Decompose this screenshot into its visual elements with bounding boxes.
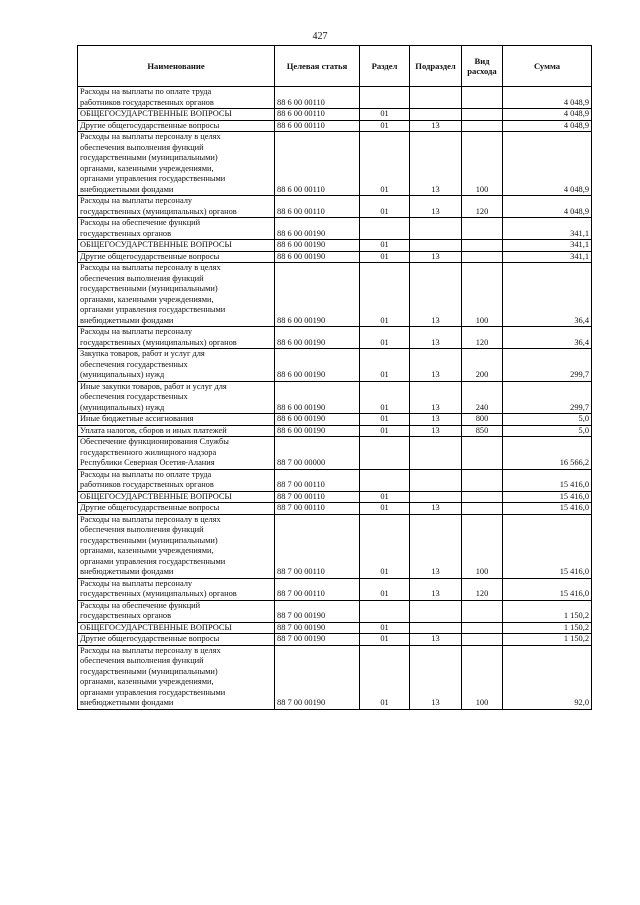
row-subsection-cell: 13 (410, 196, 462, 218)
row-name-cell: Другие общегосударственные вопросы (78, 251, 275, 263)
header-subsection: Подраздел (410, 46, 462, 87)
row-name-cell: ОБЩЕГОСУДАРСТВЕННЫЕ ВОПРОСЫ (78, 109, 275, 121)
row-amount-cell: 1 150,2 (503, 622, 592, 634)
table-row (78, 240, 592, 252)
row-subsection-cell: 13 (410, 263, 462, 327)
table-row (78, 109, 592, 121)
row-section-cell: 01 (360, 263, 410, 327)
row-target-article-cell: 88 6 00 00110 (275, 132, 360, 196)
budget-table (77, 45, 592, 710)
row-expense-type-cell: 100 (462, 263, 503, 327)
row-section-cell (360, 600, 410, 622)
row-expense-type-cell (462, 120, 503, 132)
row-target-article-cell: 88 6 00 00190 (275, 349, 360, 382)
row-expense-type-cell (462, 251, 503, 263)
row-name-cell: Расходы на выплаты по оплате труда работников государственных органов (78, 87, 275, 109)
row-expense-type-cell (462, 218, 503, 240)
row-name-cell: Другие общегосударственные вопросы (78, 634, 275, 646)
table-body (78, 87, 592, 710)
table-row (78, 263, 592, 327)
row-name-cell: Расходы на обеспечение функций государственных органов (78, 600, 275, 622)
row-subsection-cell: 13 (410, 132, 462, 196)
row-amount-cell: 36,4 (503, 327, 592, 349)
row-expense-type-cell: 120 (462, 578, 503, 600)
row-amount-cell: 15 416,0 (503, 578, 592, 600)
row-section-cell: 01 (360, 109, 410, 121)
row-amount-cell: 36,4 (503, 263, 592, 327)
row-target-article-cell: 88 6 00 00110 (275, 109, 360, 121)
row-expense-type-cell: 850 (462, 425, 503, 437)
header-amount: Сумма (503, 46, 592, 87)
row-name-cell: Расходы на обеспечение функций государственных органов (78, 218, 275, 240)
row-name-cell: Расходы на выплаты персоналу в целях обеспечения выполнения функций государственными (муниципальными) органами, казенными учреждениями, органами управления государственными внебюджетными фондами (78, 263, 275, 327)
row-name-cell: Расходы на выплаты персоналу государственных (муниципальных) органов (78, 327, 275, 349)
row-amount-cell: 5,0 (503, 425, 592, 437)
header-target-article: Целевая статья (275, 46, 360, 87)
row-target-article-cell: 88 6 00 00110 (275, 120, 360, 132)
table-row (78, 251, 592, 263)
table-header-row (78, 46, 592, 87)
row-subsection-cell (410, 600, 462, 622)
row-name-cell: Расходы на выплаты персоналу государственных (муниципальных) органов (78, 578, 275, 600)
row-expense-type-cell: 100 (462, 132, 503, 196)
table-row (78, 196, 592, 218)
row-target-article-cell: 88 7 00 00110 (275, 469, 360, 491)
table-row (78, 514, 592, 578)
row-target-article-cell: 88 6 00 00190 (275, 414, 360, 426)
row-subsection-cell (410, 87, 462, 109)
row-subsection-cell: 13 (410, 381, 462, 414)
row-amount-cell: 1 150,2 (503, 600, 592, 622)
row-amount-cell: 16 566,2 (503, 437, 592, 470)
row-section-cell: 01 (360, 327, 410, 349)
table-row (78, 349, 592, 382)
row-subsection-cell (410, 218, 462, 240)
table-row (78, 645, 592, 709)
row-subsection-cell: 13 (410, 251, 462, 263)
row-section-cell: 01 (360, 634, 410, 646)
row-expense-type-cell (462, 634, 503, 646)
row-section-cell (360, 218, 410, 240)
table-row (78, 425, 592, 437)
row-expense-type-cell (462, 491, 503, 503)
row-section-cell (360, 437, 410, 470)
row-expense-type-cell: 100 (462, 514, 503, 578)
row-name-cell: Другие общегосударственные вопросы (78, 120, 275, 132)
row-name-cell: Иные бюджетные ассигнования (78, 414, 275, 426)
page-number: 427 (312, 31, 328, 42)
table-row (78, 218, 592, 240)
table-row (78, 414, 592, 426)
row-target-article-cell: 88 6 00 00190 (275, 240, 360, 252)
row-subsection-cell (410, 240, 462, 252)
row-section-cell: 01 (360, 503, 410, 515)
table-row (78, 491, 592, 503)
row-expense-type-cell: 800 (462, 414, 503, 426)
row-target-article-cell: 88 6 00 00190 (275, 425, 360, 437)
table-row (78, 132, 592, 196)
row-target-article-cell: 88 6 00 00110 (275, 87, 360, 109)
row-subsection-cell: 13 (410, 425, 462, 437)
table-row (78, 503, 592, 515)
row-amount-cell: 4 048,9 (503, 196, 592, 218)
row-subsection-cell: 13 (410, 634, 462, 646)
row-expense-type-cell (462, 87, 503, 109)
row-target-article-cell: 88 7 00 00000 (275, 437, 360, 470)
header-section: Раздел (360, 46, 410, 87)
row-amount-cell: 92,0 (503, 645, 592, 709)
row-section-cell: 01 (360, 381, 410, 414)
row-amount-cell: 15 416,0 (503, 491, 592, 503)
row-name-cell: Расходы на выплаты персоналу в целях обеспечения выполнения функций государственными (муниципальными) органами, казенными учреждениями, органами управления государственными внебюджетными фондами (78, 132, 275, 196)
row-expense-type-cell: 100 (462, 645, 503, 709)
row-expense-type-cell (462, 109, 503, 121)
row-amount-cell: 4 048,9 (503, 109, 592, 121)
table-row (78, 634, 592, 646)
table-row (78, 469, 592, 491)
row-subsection-cell (410, 622, 462, 634)
row-name-cell: ОБЩЕГОСУДАРСТВЕННЫЕ ВОПРОСЫ (78, 491, 275, 503)
row-target-article-cell: 88 7 00 00110 (275, 514, 360, 578)
row-subsection-cell: 13 (410, 503, 462, 515)
row-name-cell: Закупка товаров, работ и услуг для обеспечения государственных (муниципальных) нужд (78, 349, 275, 382)
row-amount-cell: 299,7 (503, 381, 592, 414)
row-name-cell: Обеспечение функционирования Службы государственного жилищного надзора Республики Северная Осетия-Алания (78, 437, 275, 470)
row-section-cell: 01 (360, 349, 410, 382)
row-expense-type-cell (462, 437, 503, 470)
table-row (78, 600, 592, 622)
row-section-cell: 01 (360, 514, 410, 578)
header-name: Наименование (78, 46, 275, 87)
row-amount-cell: 341,1 (503, 240, 592, 252)
row-amount-cell: 4 048,9 (503, 87, 592, 109)
row-amount-cell: 299,7 (503, 349, 592, 382)
row-section-cell: 01 (360, 240, 410, 252)
row-target-article-cell: 88 7 00 00110 (275, 491, 360, 503)
row-name-cell: Расходы на выплаты персоналу государственных (муниципальных) органов (78, 196, 275, 218)
row-expense-type-cell: 200 (462, 349, 503, 382)
row-target-article-cell: 88 7 00 00190 (275, 645, 360, 709)
row-name-cell: ОБЩЕГОСУДАРСТВЕННЫЕ ВОПРОСЫ (78, 622, 275, 634)
row-amount-cell: 341,1 (503, 218, 592, 240)
row-section-cell (360, 87, 410, 109)
row-target-article-cell: 88 6 00 00190 (275, 327, 360, 349)
row-expense-type-cell (462, 469, 503, 491)
row-name-cell: ОБЩЕГОСУДАРСТВЕННЫЕ ВОПРОСЫ (78, 240, 275, 252)
row-section-cell: 01 (360, 196, 410, 218)
row-target-article-cell: 88 7 00 00190 (275, 634, 360, 646)
row-section-cell: 01 (360, 425, 410, 437)
row-expense-type-cell (462, 240, 503, 252)
row-target-article-cell: 88 7 00 00110 (275, 503, 360, 515)
table-row (78, 578, 592, 600)
row-subsection-cell: 13 (410, 514, 462, 578)
row-target-article-cell: 88 6 00 00190 (275, 381, 360, 414)
table-row (78, 87, 592, 109)
row-section-cell: 01 (360, 251, 410, 263)
table-row (78, 327, 592, 349)
row-expense-type-cell (462, 600, 503, 622)
row-amount-cell: 1 150,2 (503, 634, 592, 646)
row-name-cell: Расходы на выплаты персоналу в целях обеспечения выполнения функций государственными (муниципальными) органами, казенными учреждениями, органами управления государственными внебюджетными фондами (78, 645, 275, 709)
row-section-cell: 01 (360, 120, 410, 132)
row-amount-cell: 15 416,0 (503, 469, 592, 491)
row-section-cell: 01 (360, 491, 410, 503)
row-expense-type-cell: 120 (462, 196, 503, 218)
row-subsection-cell: 13 (410, 414, 462, 426)
row-name-cell: Иные закупки товаров, работ и услуг для обеспечения государственных (муниципальных) нужд (78, 381, 275, 414)
row-section-cell: 01 (360, 622, 410, 634)
row-expense-type-cell: 240 (462, 381, 503, 414)
row-subsection-cell: 13 (410, 327, 462, 349)
row-amount-cell: 15 416,0 (503, 514, 592, 578)
row-section-cell: 01 (360, 414, 410, 426)
table-row (78, 622, 592, 634)
row-subsection-cell: 13 (410, 578, 462, 600)
row-expense-type-cell (462, 503, 503, 515)
row-target-article-cell: 88 6 00 00190 (275, 251, 360, 263)
row-amount-cell: 4 048,9 (503, 120, 592, 132)
row-section-cell: 01 (360, 578, 410, 600)
row-subsection-cell: 13 (410, 645, 462, 709)
row-subsection-cell (410, 491, 462, 503)
header-expense-type: Вид расхода (462, 46, 503, 87)
row-name-cell: Уплата налогов, сборов и иных платежей (78, 425, 275, 437)
row-section-cell: 01 (360, 132, 410, 196)
table-row (78, 120, 592, 132)
row-subsection-cell (410, 109, 462, 121)
row-amount-cell: 15 416,0 (503, 503, 592, 515)
row-subsection-cell (410, 469, 462, 491)
row-target-article-cell: 88 6 00 00110 (275, 196, 360, 218)
row-section-cell: 01 (360, 645, 410, 709)
row-target-article-cell: 88 6 00 00190 (275, 263, 360, 327)
row-amount-cell: 4 048,9 (503, 132, 592, 196)
row-target-article-cell: 88 7 00 00190 (275, 600, 360, 622)
row-amount-cell: 341,1 (503, 251, 592, 263)
table-row (78, 437, 592, 470)
row-name-cell: Расходы на выплаты по оплате труда работников государственных органов (78, 469, 275, 491)
row-name-cell: Расходы на выплаты персоналу в целях обеспечения выполнения функций государственными (муниципальными) органами, казенными учреждениями, органами управления государственными внебюджетными фондами (78, 514, 275, 578)
table-row (78, 381, 592, 414)
row-amount-cell: 5,0 (503, 414, 592, 426)
row-target-article-cell: 88 7 00 00190 (275, 622, 360, 634)
row-expense-type-cell: 120 (462, 327, 503, 349)
row-name-cell: Другие общегосударственные вопросы (78, 503, 275, 515)
row-subsection-cell: 13 (410, 120, 462, 132)
row-expense-type-cell (462, 622, 503, 634)
row-subsection-cell (410, 437, 462, 470)
row-target-article-cell: 88 7 00 00110 (275, 578, 360, 600)
row-subsection-cell: 13 (410, 349, 462, 382)
row-target-article-cell: 88 6 00 00190 (275, 218, 360, 240)
row-section-cell (360, 469, 410, 491)
